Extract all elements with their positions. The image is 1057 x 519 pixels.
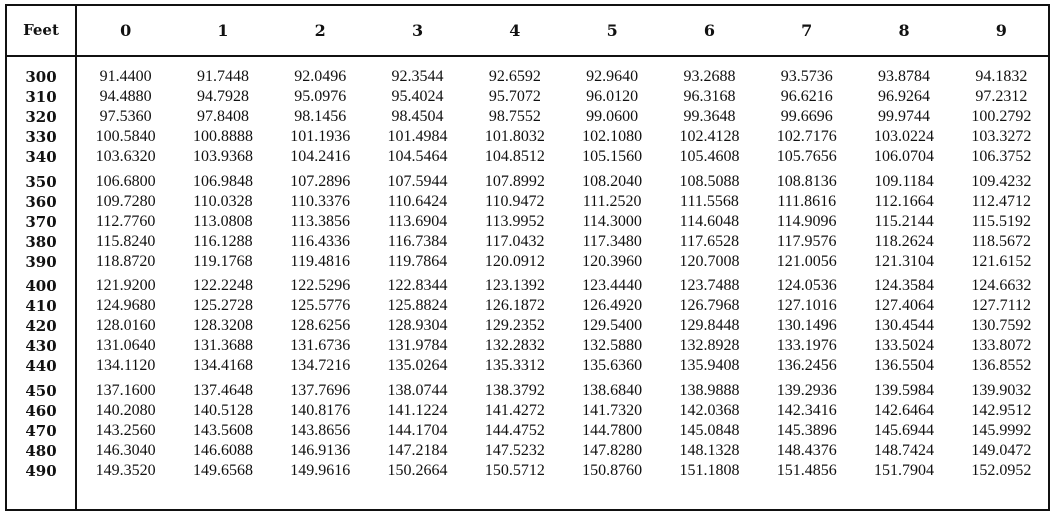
meters-value: 150.5712 — [484, 462, 545, 479]
meters-value: 103.0224 — [874, 128, 935, 145]
meters-value: 109.7280 — [95, 193, 156, 210]
feet-value: 380 — [25, 233, 57, 251]
meters-value: 103.6320 — [95, 148, 156, 165]
meters-value: 101.4984 — [387, 128, 448, 145]
meters-value: 142.0368 — [679, 402, 740, 419]
meters-value: 92.9640 — [586, 68, 639, 85]
column-header: 6 — [703, 21, 716, 40]
meters-value: 101.8032 — [484, 128, 545, 145]
meters-value: 147.8280 — [582, 442, 643, 459]
table-header — [7, 6, 1048, 57]
meters-value: 142.6464 — [874, 402, 935, 419]
meters-value: 132.2832 — [484, 337, 545, 354]
column-header: 2 — [314, 21, 326, 40]
meters-value: 143.5608 — [192, 422, 253, 439]
meters-value: 100.2792 — [971, 108, 1032, 125]
meters-value: 129.2352 — [484, 317, 545, 334]
meters-value: 122.8344 — [387, 277, 448, 294]
meters-value: 140.8176 — [290, 402, 351, 419]
meters-value: 114.6048 — [679, 213, 740, 230]
meters-value: 130.4544 — [874, 317, 935, 334]
meters-value: 149.3520 — [95, 462, 156, 479]
meters-value: 138.0744 — [387, 382, 448, 399]
meters-value: 106.6800 — [95, 173, 156, 190]
meters-value: 98.7552 — [488, 108, 541, 125]
meters-value: 94.7928 — [196, 88, 249, 105]
meters-value: 115.2144 — [874, 213, 934, 230]
table-row — [7, 441, 1048, 461]
table-row — [7, 87, 1048, 107]
meters-value: 96.0120 — [586, 88, 639, 105]
meters-value: 99.3648 — [683, 108, 736, 125]
meters-value: 98.1456 — [294, 108, 347, 125]
meters-value: 91.7448 — [196, 68, 249, 85]
table-row — [7, 172, 1048, 192]
meters-value: 144.7800 — [582, 422, 643, 439]
meters-value: 97.2312 — [975, 88, 1028, 105]
meters-value: 133.8072 — [971, 337, 1032, 354]
meters-value: 141.4272 — [484, 402, 545, 419]
meters-value: 100.5840 — [95, 128, 156, 145]
meters-value: 106.3752 — [971, 148, 1032, 165]
meters-value: 124.0536 — [776, 277, 837, 294]
meters-value: 131.9784 — [387, 337, 448, 354]
meters-value: 94.1832 — [975, 68, 1028, 85]
meters-value: 110.3376 — [290, 193, 350, 210]
meters-value: 110.6424 — [387, 193, 448, 210]
table-row — [7, 276, 1048, 296]
meters-value: 117.0432 — [485, 233, 545, 250]
meters-value: 133.5024 — [874, 337, 935, 354]
feet-value: 360 — [25, 193, 57, 211]
meters-value: 96.3168 — [683, 88, 736, 105]
feet-value: 310 — [25, 88, 57, 106]
meters-value: 132.8928 — [679, 337, 740, 354]
meters-value: 118.2624 — [874, 233, 934, 250]
meters-value: 111.5568 — [680, 193, 739, 210]
table-row — [7, 316, 1048, 336]
meters-value: 128.6256 — [290, 317, 351, 334]
meters-value: 121.0056 — [776, 253, 837, 270]
row-group — [7, 67, 1048, 167]
meters-value: 133.1976 — [776, 337, 837, 354]
meters-value: 152.0952 — [971, 462, 1032, 479]
table-row — [7, 147, 1048, 167]
meters-value: 95.7072 — [488, 88, 541, 105]
meters-value: 102.1080 — [582, 128, 643, 145]
column-header: 9 — [995, 21, 1007, 40]
meters-value: 127.7112 — [971, 297, 1032, 314]
meters-value: 124.3584 — [874, 277, 935, 294]
feet-value: 400 — [25, 277, 57, 295]
meters-value: 140.5128 — [192, 402, 253, 419]
column-header: 8 — [898, 21, 910, 40]
meters-value: 118.5672 — [971, 233, 1032, 250]
meters-value: 146.3040 — [95, 442, 156, 459]
meters-value: 136.5504 — [874, 357, 935, 374]
meters-value: 151.1808 — [679, 462, 740, 479]
meters-value: 138.9888 — [679, 382, 740, 399]
meters-value: 148.1328 — [679, 442, 740, 459]
meters-value: 118.8720 — [95, 253, 156, 270]
meters-value: 147.2184 — [387, 442, 448, 459]
meters-value: 109.4232 — [971, 173, 1032, 190]
meters-value: 123.1392 — [484, 277, 545, 294]
meters-value: 93.2688 — [683, 68, 736, 85]
meters-value: 104.8512 — [484, 148, 545, 165]
table-row — [7, 212, 1048, 232]
meters-value: 119.4816 — [290, 253, 350, 270]
feet-value: 430 — [25, 337, 57, 355]
meters-value: 139.5984 — [874, 382, 935, 399]
meters-value: 135.6360 — [582, 357, 643, 374]
meters-value: 112.1664 — [874, 193, 934, 210]
feet-value: 490 — [25, 462, 57, 480]
meters-value: 108.5088 — [679, 173, 740, 190]
table-row — [7, 336, 1048, 356]
meters-value: 128.0160 — [95, 317, 156, 334]
feet-value: 340 — [25, 148, 57, 166]
feet-value: 460 — [25, 402, 57, 420]
meters-value: 138.6840 — [582, 382, 643, 399]
meters-value: 145.6944 — [874, 422, 935, 439]
meters-value: 99.0600 — [586, 108, 639, 125]
column-header: 7 — [801, 21, 813, 40]
meters-value: 108.8136 — [776, 173, 837, 190]
meters-value: 116.4336 — [290, 233, 350, 250]
feet-value: 420 — [25, 317, 57, 335]
meters-value: 100.8888 — [192, 128, 253, 145]
meters-value: 116.1288 — [193, 233, 253, 250]
meters-value: 136.2456 — [776, 357, 837, 374]
table-row — [7, 356, 1048, 376]
meters-value: 143.2560 — [95, 422, 156, 439]
meters-value: 113.0808 — [193, 213, 253, 230]
meters-value: 126.7968 — [679, 297, 740, 314]
meters-value: 105.4608 — [679, 148, 740, 165]
meters-value: 104.2416 — [290, 148, 351, 165]
meters-value: 112.4712 — [971, 193, 1032, 210]
meters-value: 142.9512 — [971, 402, 1032, 419]
meters-value: 125.5776 — [290, 297, 351, 314]
meters-value: 121.9200 — [95, 277, 156, 294]
meters-value: 130.1496 — [776, 317, 837, 334]
meters-value: 94.4880 — [99, 88, 152, 105]
meters-value: 146.6088 — [192, 442, 253, 459]
row-group — [7, 276, 1048, 376]
meters-value: 127.1016 — [776, 297, 837, 314]
meters-value: 124.9680 — [95, 297, 156, 314]
meters-value: 134.4168 — [192, 357, 253, 374]
feet-value: 320 — [25, 108, 57, 126]
meters-value: 110.0328 — [193, 193, 253, 210]
meters-value: 116.7384 — [387, 233, 448, 250]
meters-value: 132.5880 — [582, 337, 643, 354]
meters-value: 105.7656 — [776, 148, 837, 165]
meters-value: 150.2664 — [387, 462, 448, 479]
row-group — [7, 381, 1048, 481]
meters-value: 141.7320 — [582, 402, 643, 419]
meters-value: 103.9368 — [192, 148, 253, 165]
meters-value: 141.1224 — [387, 402, 448, 419]
meters-value: 117.3480 — [582, 233, 642, 250]
feet-value: 330 — [25, 128, 57, 146]
column-header: 4 — [509, 21, 521, 40]
meters-value: 149.9616 — [290, 462, 351, 479]
meters-value: 114.3000 — [582, 213, 642, 230]
meters-value: 149.0472 — [971, 442, 1032, 459]
feet-value: 440 — [25, 357, 57, 375]
feet-value: 450 — [25, 382, 57, 400]
meters-value: 131.3688 — [192, 337, 253, 354]
meters-value: 140.2080 — [95, 402, 156, 419]
conversion-table — [5, 4, 1050, 511]
meters-value: 102.7176 — [776, 128, 837, 145]
meters-value: 107.5944 — [387, 173, 448, 190]
meters-value: 143.8656 — [290, 422, 351, 439]
table-row — [7, 192, 1048, 212]
meters-value: 130.7592 — [971, 317, 1032, 334]
meters-value: 142.3416 — [776, 402, 837, 419]
column-header: 1 — [217, 21, 229, 40]
meters-value: 137.7696 — [290, 382, 351, 399]
meters-value: 117.6528 — [679, 233, 740, 250]
table-row — [7, 67, 1048, 87]
meters-value: 145.9992 — [971, 422, 1032, 439]
meters-value: 105.1560 — [582, 148, 643, 165]
meters-value: 97.5360 — [99, 108, 152, 125]
meters-value: 112.7760 — [95, 213, 156, 230]
meters-value: 108.2040 — [582, 173, 643, 190]
table-row — [7, 127, 1048, 147]
meters-value: 146.9136 — [290, 442, 351, 459]
meters-value: 121.6152 — [971, 253, 1032, 270]
meters-value: 115.5192 — [971, 213, 1032, 230]
meters-value: 151.7904 — [874, 462, 935, 479]
table-body — [7, 57, 1048, 509]
meters-value: 131.0640 — [95, 337, 156, 354]
column-header: 0 — [120, 21, 132, 40]
feet-value: 370 — [25, 213, 57, 231]
meters-value: 139.2936 — [776, 382, 837, 399]
meters-value: 107.8992 — [484, 173, 545, 190]
meters-value: 151.4856 — [776, 462, 837, 479]
meters-value: 99.9744 — [878, 108, 931, 125]
meters-value: 147.5232 — [484, 442, 545, 459]
table-row — [7, 107, 1048, 127]
meters-value: 136.8552 — [971, 357, 1032, 374]
meters-value: 129.8448 — [679, 317, 740, 334]
meters-value: 92.3544 — [391, 68, 444, 85]
meters-value: 106.9848 — [192, 173, 253, 190]
meters-value: 134.1120 — [95, 357, 156, 374]
feet-value: 410 — [25, 297, 57, 315]
meters-value: 102.4128 — [679, 128, 740, 145]
meters-value: 123.7488 — [679, 277, 740, 294]
table-row — [7, 232, 1048, 252]
meters-value: 129.5400 — [582, 317, 643, 334]
meters-value: 134.7216 — [290, 357, 351, 374]
meters-value: 97.8408 — [196, 108, 249, 125]
meters-value: 95.4024 — [391, 88, 444, 105]
column-header: 3 — [411, 21, 424, 40]
feet-value: 300 — [25, 68, 57, 86]
meters-value: 93.5736 — [780, 68, 833, 85]
meters-value: 92.0496 — [294, 68, 347, 85]
meters-value: 113.6904 — [387, 213, 448, 230]
meters-value: 120.3960 — [582, 253, 643, 270]
meters-value: 148.4376 — [776, 442, 837, 459]
meters-value: 107.2896 — [290, 173, 351, 190]
table-row — [7, 252, 1048, 272]
meters-value: 98.4504 — [391, 108, 444, 125]
meters-value: 111.8616 — [777, 193, 837, 210]
row-group — [7, 172, 1048, 272]
meters-value: 135.9408 — [679, 357, 740, 374]
meters-value: 104.5464 — [387, 148, 448, 165]
meters-value: 91.4400 — [99, 68, 152, 85]
meters-value: 144.4752 — [484, 422, 545, 439]
meters-value: 126.4920 — [582, 297, 643, 314]
meters-value: 106.0704 — [874, 148, 935, 165]
meters-value: 128.9304 — [387, 317, 448, 334]
meters-value: 145.3896 — [776, 422, 837, 439]
meters-value: 120.7008 — [679, 253, 740, 270]
table-row — [7, 421, 1048, 441]
meters-value: 122.5296 — [290, 277, 351, 294]
meters-value: 139.9032 — [971, 382, 1032, 399]
meters-value: 137.1600 — [95, 382, 156, 399]
meters-value: 114.9096 — [777, 213, 837, 230]
meters-value: 113.3856 — [290, 213, 350, 230]
meters-value: 115.8240 — [95, 233, 156, 250]
meters-value: 93.8784 — [878, 68, 931, 85]
meters-value: 137.4648 — [192, 382, 253, 399]
column-header: 5 — [606, 21, 618, 40]
meters-value: 109.1184 — [874, 173, 934, 190]
meters-value: 144.1704 — [387, 422, 448, 439]
meters-value: 95.0976 — [294, 88, 347, 105]
meters-value: 119.1768 — [193, 253, 253, 270]
meters-value: 103.3272 — [971, 128, 1032, 145]
meters-value: 119.7864 — [387, 253, 448, 270]
table-row — [7, 296, 1048, 316]
feet-value: 470 — [25, 422, 57, 440]
meters-value: 96.9264 — [878, 88, 931, 105]
meters-value: 99.6696 — [780, 108, 833, 125]
meters-value: 126.1872 — [484, 297, 545, 314]
meters-value: 120.0912 — [484, 253, 545, 270]
meters-value: 149.6568 — [192, 462, 253, 479]
feet-column-header: Feet — [23, 21, 59, 39]
meters-value: 123.4440 — [582, 277, 643, 294]
table-row — [7, 461, 1048, 481]
meters-value: 117.9576 — [777, 233, 837, 250]
table-row — [7, 381, 1048, 401]
meters-value: 131.6736 — [290, 337, 351, 354]
meters-value: 135.0264 — [387, 357, 448, 374]
meters-value: 101.1936 — [290, 128, 351, 145]
meters-value: 135.3312 — [484, 357, 545, 374]
meters-value: 96.6216 — [780, 88, 833, 105]
feet-value: 480 — [25, 442, 57, 460]
meters-value: 124.6632 — [971, 277, 1032, 294]
meters-value: 138.3792 — [484, 382, 545, 399]
meters-value: 113.9952 — [485, 213, 545, 230]
meters-value: 148.7424 — [874, 442, 935, 459]
meters-value: 110.9472 — [485, 193, 545, 210]
meters-value: 125.2728 — [192, 297, 253, 314]
meters-value: 121.3104 — [874, 253, 935, 270]
meters-value: 122.2248 — [192, 277, 253, 294]
meters-value: 145.0848 — [679, 422, 740, 439]
meters-value: 111.2520 — [582, 193, 642, 210]
meters-value: 150.8760 — [582, 462, 643, 479]
meters-value: 125.8824 — [387, 297, 448, 314]
meters-value: 92.6592 — [488, 68, 541, 85]
meters-value: 127.4064 — [874, 297, 935, 314]
feet-value: 390 — [25, 253, 57, 271]
table-row — [7, 401, 1048, 421]
meters-value: 128.3208 — [192, 317, 253, 334]
feet-value: 350 — [25, 173, 57, 191]
